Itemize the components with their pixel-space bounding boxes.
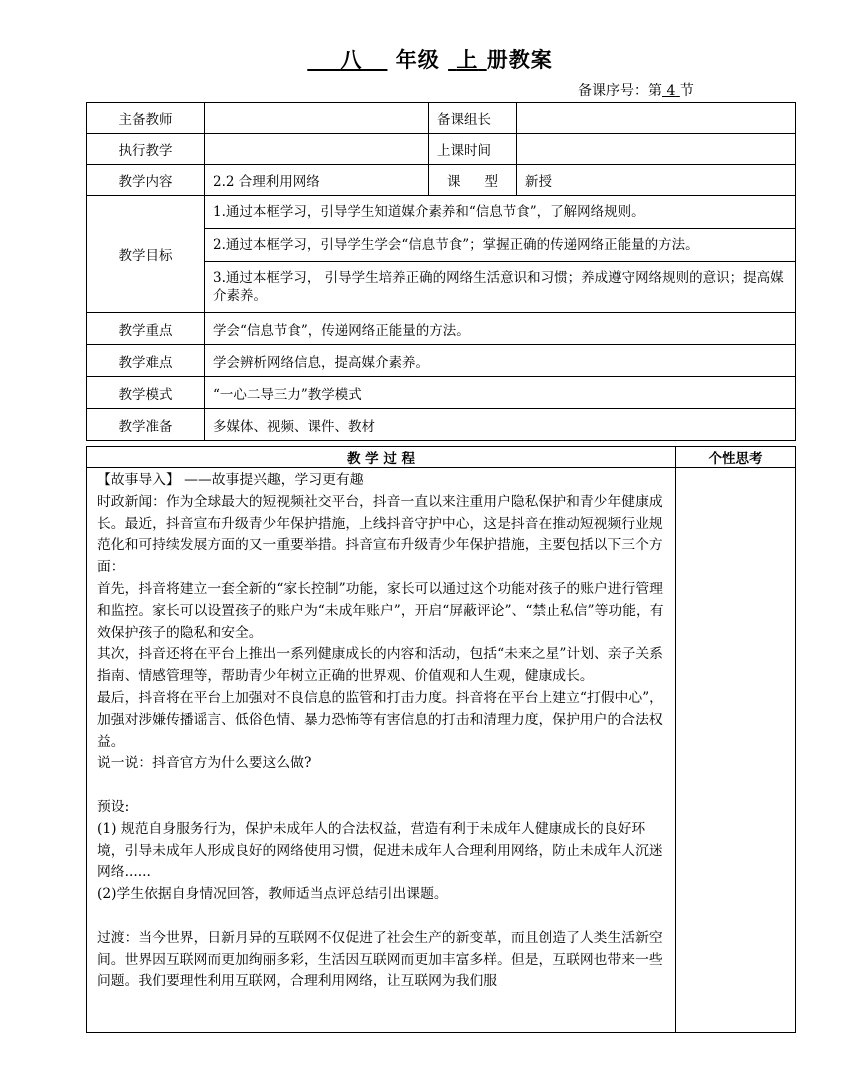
goals-label: 教学目标 [87, 196, 205, 313]
table-row [87, 377, 796, 409]
blank-line [97, 775, 665, 797]
leader-label: 备课组长 [429, 103, 517, 134]
table-row [87, 345, 796, 377]
difficulty-value: 学会辨析网络信息，提高媒介素养。 [205, 345, 796, 377]
page-title [0, 44, 860, 74]
process-paragraph: 说一说：抖音官方为什么要这么做? [97, 755, 312, 772]
table-row [87, 313, 796, 345]
title-grade: 八 [340, 48, 363, 72]
table-row [87, 196, 796, 229]
side-header: 个性思考 [676, 447, 796, 468]
process-paragraph: 其次，抖音还将在平台上推出一系列健康成长的内容和活动，包括“未来之星”计划、亲子关系指南、情感管理等，帮助青少年树立正确的世界观、价值观和人生观，健康成长。 [97, 646, 663, 685]
goal-item: 1.通过本框学习，引导学生知道媒介素养和“信息节食”，了解网络规则。 [205, 196, 796, 229]
table-row [87, 134, 796, 165]
prep-label: 教学准备 [87, 409, 205, 441]
title-term: 上 [456, 48, 479, 72]
difficulty-label: 教学难点 [87, 345, 205, 377]
leader-value[interactable] [517, 103, 796, 134]
process-paragraph: 首先，抖音将建立一套全新的“家长控制”功能，家长可以通过这个功能对孩子的账户进行管理和监控。家长可以设置孩子的账户为“未成年账户”，开启“屏蔽评论”、“禁止私信”等功能，有效保护孩子的隐私和安全。 [97, 580, 664, 641]
info-table [86, 102, 796, 441]
goal-item: 3.通过本框学习， 引导学生培养正确的网络生活意识和习惯；养成遵守网络规则的意识；提高媒介素养。 [205, 262, 796, 313]
table-row [87, 447, 796, 468]
teacher-label: 主备教师 [87, 103, 205, 134]
process-body [87, 468, 676, 1033]
title-end: 册教案 [486, 48, 553, 72]
process-paragraph: 过渡：当今世界，日新月异的互联网不仅促进了社会生产的新变革，而且创造了人类生活新空间。世界因互联网而更加绚丽多彩，生活因互联网而更加丰富多样。但是，互联网也带来一些问题。我们要理性利用互联网，合理利用网络，让互联网为我们服 [97, 929, 663, 990]
teacher-value[interactable] [205, 103, 429, 134]
goal-item: 2.通过本框学习，引导学生学会“信息节食”；掌握正确的传递网络正能量的方法。 [205, 229, 796, 262]
process-header: 教 学 过 程 [87, 447, 676, 468]
table-row [87, 409, 796, 441]
type-value: 新授 [517, 165, 796, 196]
table-row [87, 468, 796, 1033]
process-paragraph: 预设: [97, 798, 130, 815]
table-row [87, 103, 796, 134]
side-notes[interactable] [676, 468, 796, 1033]
key-label: 教学重点 [87, 313, 205, 345]
prep-value: 多媒体、视频、课件、教材 [205, 409, 796, 441]
process-paragraph: 【故事导入】 ——故事提兴趣，学习更有趣 [97, 472, 364, 488]
title-mid: 年级 [395, 48, 440, 72]
process-paragraph: (1) 规范自身服务行为，保护未成年人的合法权益，营造有利于未成年人健康成长的良好环境，引导未成年人形成良好的网络使用习惯，促进未成年人合理利用网络，防止未成年人沉迷网络...... [97, 820, 663, 881]
exec-value[interactable] [205, 134, 429, 165]
time-label: 上课时间 [429, 134, 517, 165]
blank-line [97, 906, 665, 928]
table-row [87, 165, 796, 196]
key-value: 学会“信息节食”，传递网络正能量的方法。 [205, 313, 796, 345]
content-value: 2.2 合理利用网络 [205, 165, 429, 196]
process-paragraph: (2)学生依据自身情况回答，教师适当点评总结引出课题。 [97, 886, 448, 903]
exec-label: 执行教学 [87, 134, 205, 165]
time-value[interactable] [517, 134, 796, 165]
type-label: 课 型 [429, 165, 517, 196]
process-table [86, 446, 796, 1033]
process-paragraph: 时政新闻：作为全球最大的短视频社交平台，抖音一直以来注重用户隐私保护和青少年健康成长。最近，抖音宣布升级青少年保护措施，上线抖音守护中心，这是抖音在推动短视频行业规范化和可持续发展方面的又一重要举措。抖音宣布升级青少年保护措施，主要包括以下三个方面： [97, 493, 663, 576]
process-paragraph: 最后，抖音将在平台上加强对不良信息的监管和打击力度。抖音将在平台上建立“打假中心”，加强对涉嫌传播谣言、低俗色情、暴力恐怖等有害信息的打击和清理力度，保护用户的合法权益。 [97, 689, 663, 750]
lesson-number: 备课序号：第 4 节 [578, 83, 694, 99]
mode-value: “一心二导三力”教学模式 [205, 377, 796, 409]
mode-label: 教学模式 [87, 377, 205, 409]
content-label: 教学内容 [87, 165, 205, 196]
